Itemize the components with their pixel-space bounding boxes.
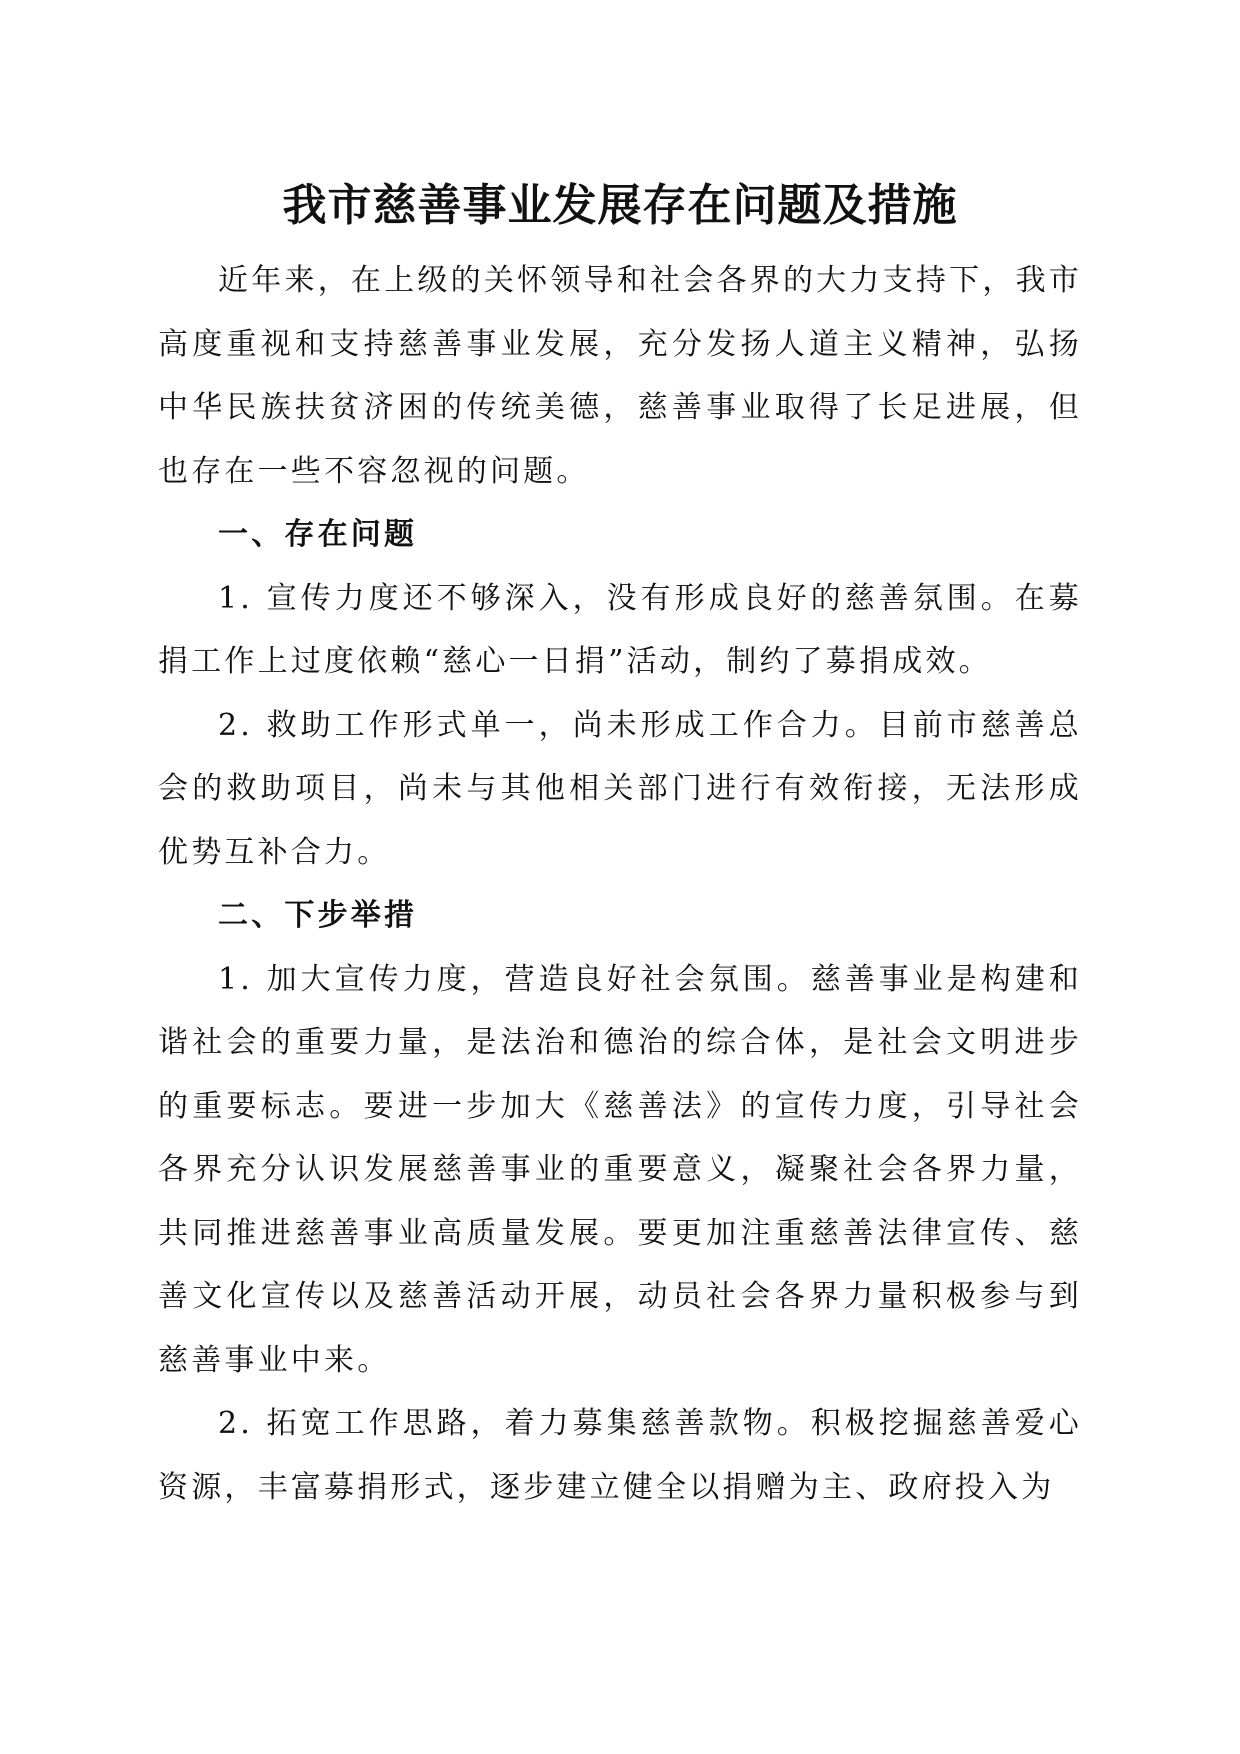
document-body [158,249,1082,1519]
measure-item-2: 2. 拓宽工作思路，着力募集慈善款物。积极挖掘慈善爱心资源，丰富募捐形式，逐步建立健全以捐赠为主、政府投入为 [158,1406,1082,1505]
section-heading-problems: 一、存在问题 [218,517,418,552]
problem-item-1: 1. 宣传力度还不够深入，没有形成良好的慈善氛围。在募捐工作上过度依赖“慈心一日捐”活动，制约了募捐成效。 [158,580,1082,679]
measure-item-1: 1. 加大宣传力度，营造良好社会氛围。慈善事业是构建和谐社会的重要力量，是法治和德治的综合体，是社会文明进步的重要标志。要进一步加大《慈善法》的宣传力度，引导社会各界充分认识发展慈善事业的重要意义，凝聚社会各界力量，共同推进慈善事业高质量发展。要更加注重慈善法律宣传、慈善文化宣传以及慈善活动开展，动员社会各界力量积极参与到慈善事业中来。 [158,961,1082,1378]
section-heading-measures: 二、下步举措 [218,898,418,933]
intro-paragraph: 近年来，在上级的关怀领导和社会各界的大力支持下，我市高度重视和支持慈善事业发展，充分发扬人道主义精神，弘扬中华民族扶贫济困的传统美德，慈善事业取得了长足进展，但也存在一些不容忽视的问题。 [158,263,1082,489]
problem-item-2: 2. 救助工作形式单一，尚未形成工作合力。目前市慈善总会的救助项目，尚未与其他相关部门进行有效衔接，无法形成优势互补合力。 [158,707,1082,870]
page-title: 我市慈善事业发展存在问题及措施 [282,180,958,231]
